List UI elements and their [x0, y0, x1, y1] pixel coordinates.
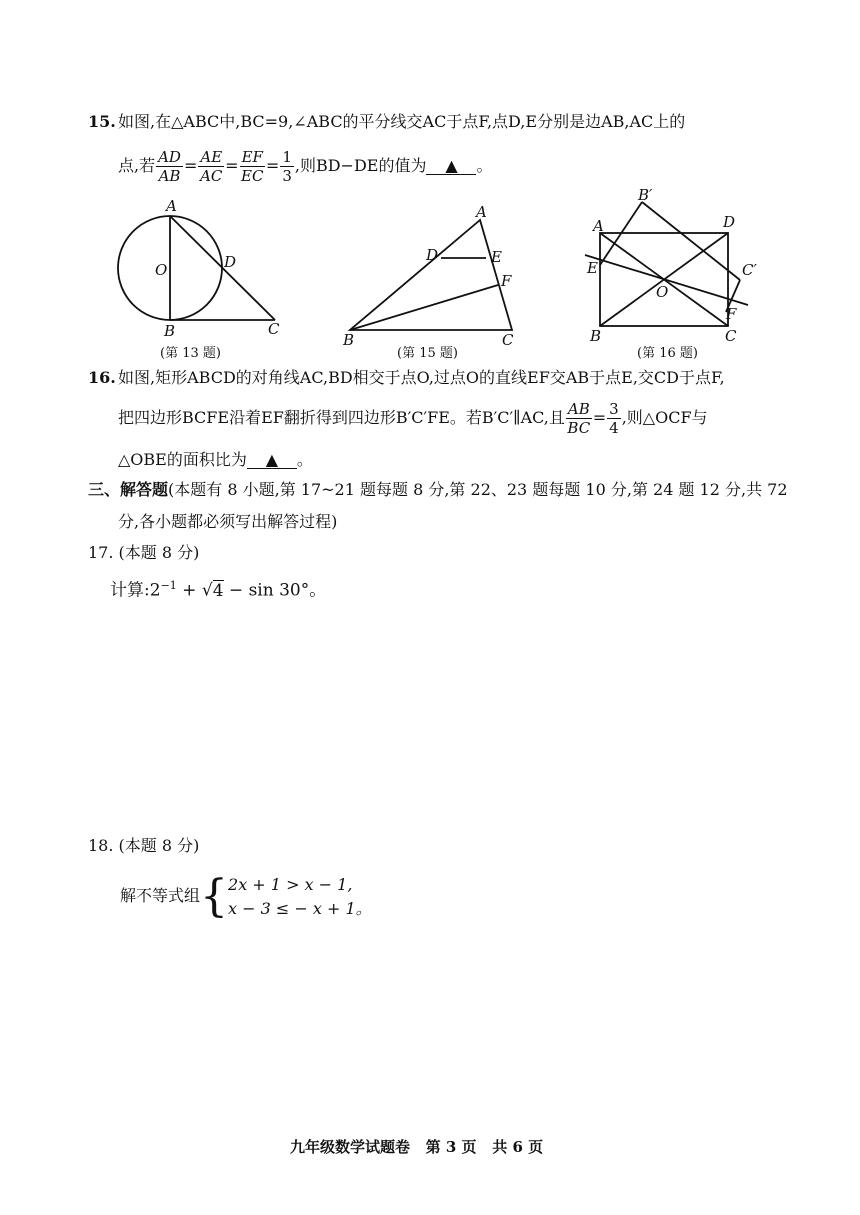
fig13-caption: (第 13 题): [160, 346, 221, 361]
q15-frac3: $\frac{EF}{EC}$: [241, 148, 264, 185]
q18-system: [120, 870, 372, 922]
section3-desc2: 分,各小题都必须写出解答过程): [118, 512, 338, 531]
q16-frac-ab-bc: $\frac{AB}{BC}$: [567, 400, 591, 437]
q15-prefix: 点,若: [118, 156, 156, 175]
q16-line3: [118, 450, 313, 470]
fig13-label-a: A: [166, 197, 177, 215]
section3-desc1: (本题有 8 小题,第 17~21 题每题 8 分,第 22、23 题每题 10 分,第 24 题 12 分,共 72: [168, 480, 788, 499]
q18-label: 解不等式组: [120, 886, 201, 905]
fig16-caption: (第 16 题): [637, 346, 698, 361]
fig16-label-b: B: [590, 327, 602, 345]
fig15-label-d: D: [426, 246, 439, 264]
q16-end: 。: [296, 450, 313, 469]
q18-inequalities: [228, 873, 372, 921]
q15-end: 。: [476, 156, 493, 175]
q17-sqrt-value: 4: [212, 580, 224, 601]
fig15-label-f: F: [501, 272, 512, 290]
fig16-label-e: E: [587, 259, 598, 277]
q16-eq: =: [592, 408, 607, 427]
q15-answer-blank[interactable]: ▲: [426, 158, 476, 175]
figure-13: [110, 195, 300, 345]
q15-line1: 如图,在△ABC中,BC=9,∠ABC的平分线交AC于点F,点D,E分别是边AB,AC上的: [118, 112, 686, 131]
fig15-line-bf: [350, 285, 498, 330]
brace-icon: {: [200, 870, 229, 922]
page-footer: 九年级数学试题卷 第 3 页 共 6 页: [290, 1138, 544, 1156]
q16-line3-text: △OBE的面积比为: [118, 450, 247, 469]
q17-base: 2: [149, 580, 161, 601]
q17-expression: [110, 576, 326, 601]
fig13-label-o: O: [155, 261, 168, 279]
fig13-label-d: D: [224, 253, 237, 271]
sqrt-icon: √: [201, 580, 213, 601]
q16-frac-value: $\frac{3}{4}$: [609, 400, 619, 437]
section3-line1: [88, 480, 788, 500]
fig15-label-a: A: [476, 203, 487, 221]
fig15-triangle: [350, 220, 512, 330]
q18-title: 18. (本题 8 分): [88, 836, 200, 855]
q15-frac4: $\frac{1}{3}$: [282, 148, 292, 185]
q16-line2: [118, 398, 708, 438]
figure-15: [340, 200, 530, 345]
q18-inequality-1: 2x + 1 > x − 1,: [228, 874, 353, 894]
fig13-label-b: B: [164, 322, 176, 340]
fig16-label-o: O: [656, 283, 669, 301]
section3-heading: 三、解答题: [88, 480, 169, 499]
q15-frac1: $\frac{AD}{AB}$: [158, 148, 181, 185]
fig13-label-c: C: [268, 320, 280, 338]
q16-line2a: 把四边形BCFE沿着EF翻折得到四边形B′C′FE。若B′C′∥AC,且: [118, 408, 565, 427]
q17-title: 17. (本题 8 分): [88, 543, 200, 562]
q15-frac2: $\frac{AE}{AC}$: [200, 148, 223, 185]
fig16-label-bprime: B′: [638, 186, 653, 204]
q15-eq3: =: [265, 156, 280, 175]
q17-plus: +: [176, 580, 202, 601]
fig13-line-ac: [170, 216, 275, 320]
q16-line2b: ,则△OCF与: [621, 408, 708, 427]
fig16-label-c: C: [725, 327, 737, 345]
fig16-label-f: F: [726, 305, 737, 323]
q17-label: 计算:: [110, 580, 150, 601]
fig15-label-c: C: [502, 331, 514, 345]
q16-line1: 如图,矩形ABCD的对角线AC,BD相交于点O,过点O的直线EF交AB于点E,交CD于点F,: [118, 368, 725, 387]
q17-exponent: −1: [160, 579, 177, 592]
q15-eq2: =: [225, 156, 239, 175]
fig15-label-b: B: [343, 331, 355, 345]
figure-16: [580, 185, 770, 345]
q15-line2: [118, 146, 492, 186]
q16-number: 16.: [88, 368, 116, 387]
q15-number: 15.: [88, 112, 116, 131]
fig16-label-d: D: [723, 213, 736, 231]
q16-answer-blank[interactable]: ▲: [247, 452, 297, 469]
q15-suffix: ,则BD−DE的值为: [294, 156, 427, 175]
fig16-label-a: A: [593, 217, 604, 235]
q18-inequality-2: x − 3 ≤ − x + 1。: [228, 898, 372, 918]
q15-eq1: =: [183, 156, 198, 175]
fig15-caption: (第 15 题): [397, 346, 458, 361]
q17-tail: − sin 30°。: [223, 580, 327, 601]
fig15-label-e: E: [491, 248, 502, 266]
fig16-label-cprime: C′: [742, 261, 757, 279]
